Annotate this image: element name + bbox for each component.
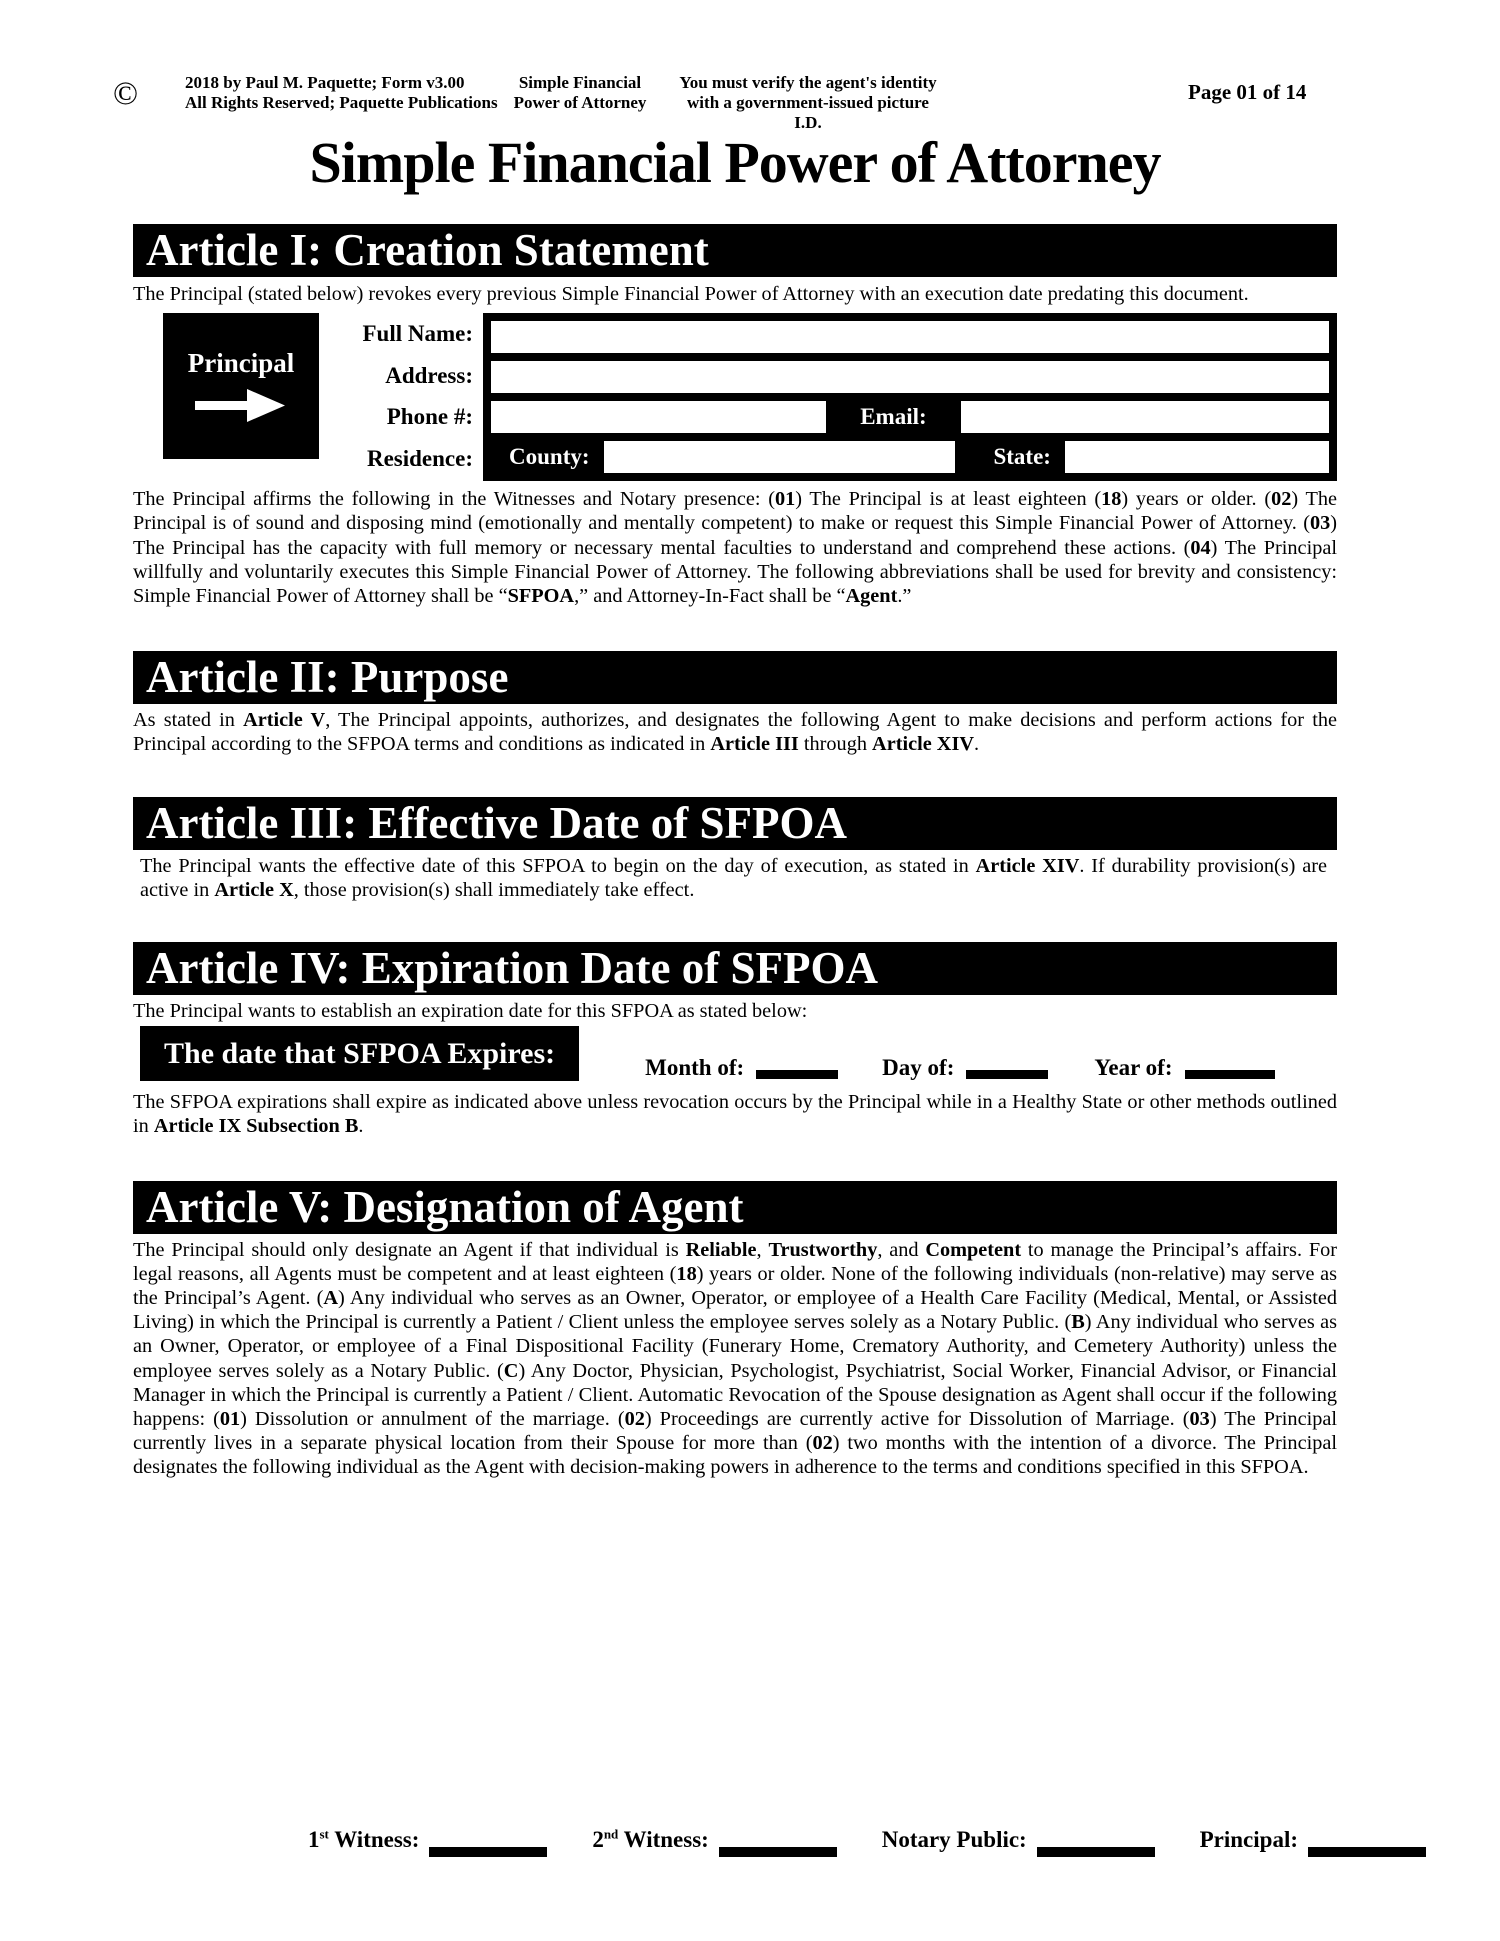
article-3-heading: Article III: Effective Date of SFPOA: [133, 797, 1337, 850]
header-publisher-line2: All Rights Reserved; Paquette Publications: [185, 93, 498, 112]
principal-label: Principal:: [1199, 1827, 1298, 1852]
first-witness-label: 1st Witness:: [308, 1826, 420, 1852]
phone-email-row: [491, 401, 1329, 433]
principal-box-label: Principal: [187, 348, 295, 379]
month-input-line[interactable]: [756, 1070, 838, 1079]
article-4-body: The SFPOA expirations shall expire as indicated above unless revocation occurs by the Principal while in a Healthy State or other methods outlined in Article IX Subsection B.: [133, 1091, 1337, 1138]
header-publisher-line1: 2018 by Paul M. Paquette; Form v3.00: [185, 73, 465, 92]
header-verify-note-line1: You must verify the agent's identity: [679, 73, 937, 92]
phone-input[interactable]: [491, 401, 826, 433]
principal-box: [163, 313, 319, 459]
second-witness-signature: [592, 1827, 837, 1853]
article-2-body: As stated in Article V, The Principal appoints, authorizes, and designates the following Agent to make decisions and perform actions for the Principal according to the SFPOA terms and conditions as indicated in Article III through Article XIV.: [133, 709, 1337, 756]
page-header: [113, 73, 1337, 132]
header-publisher: [185, 73, 498, 113]
document-content: [113, 0, 1337, 1852]
right-arrow-icon: [193, 387, 289, 423]
article-1-heading: Article I: Creation Statement: [133, 224, 1337, 277]
county-label: County:: [509, 444, 590, 470]
header-form-name-line2: Power of Attorney: [513, 93, 647, 112]
header-verify-note: [673, 73, 943, 133]
article-4-intro: The Principal wants to establish an expiration date for this SFPOA as stated below:: [133, 1000, 808, 1023]
full-name-row: [491, 321, 1329, 353]
full-name-label: Full Name:: [362, 321, 473, 347]
document-title: Simple Financial Power of Attorney: [309, 130, 1161, 195]
full-name-input[interactable]: [491, 321, 1329, 353]
expires-label: The date that SFPOA Expires:: [140, 1026, 579, 1081]
header-verify-note-line2: with a government-issued picture I.D.: [687, 93, 929, 132]
article-5-body: The Principal should only designate an Agent if that individual is Reliable, Trustworthy, and Competent to manage the Principal’s affairs. For legal reasons, all Agents must be competent and at least eighteen (18) years or older. None of the following individuals (non-relative) may serve as the Principal’s Agent. (A) Any individual who serves as an Owner, Operator, or employee of a Health Care Facility (Medical, Mental, or Assisted Living) in which the Principal is currently a Patient / Client unless the employee serves solely as a Notary Public. (B) Any individual who serves as an Owner, Operator, or employee of a Final Dispositional Facility (Funerary Home, Crematory Authority, and Cemetery Authority) unless the employee serves solely as a Notary Public. (C) Any Doctor, Physician, Psychologist, Psychiatrist, Social Worker, Financial Advisor, or Financial Manager in which the Principal is currently a Patient / Client. Automatic Revocation of the Spouse designation as Agent shall occur if the following happens: (01) Dissolution or annulment of the marriage. (02) Proceedings are currently active for Dissolution of Marriage. (03) The Principal currently lives in a separate physical location from their Spouse for more than (02) two months with the intention of a divorce. The Principal designates the following individual as the Agent with decision-making powers in adherence to the terms and conditions specified in this SFPOA.: [133, 1238, 1337, 1479]
day-input-line[interactable]: [966, 1070, 1048, 1079]
email-label: Email:: [860, 404, 927, 430]
second-witness-label: 2nd Witness:: [592, 1826, 709, 1852]
first-witness-signature: [308, 1827, 547, 1853]
article-3-body: The Principal wants the effective date of this SFPOA to begin on the day of execution, as stated in Article XIV. If durability provision(s) are active in Article X, those provision(s) shall immediately take effect.: [140, 854, 1327, 901]
header-form-name-line1: Simple Financial: [518, 73, 642, 92]
state-input[interactable]: [1065, 441, 1329, 473]
expiration-date-row: [133, 1026, 1337, 1081]
principal-info-form: [133, 313, 1337, 481]
article-1-intro: The Principal (stated below) revokes every previous Simple Financial Power of Attorney with an execution date predating this document.: [133, 283, 1249, 305]
year-label: Year of:: [1094, 1055, 1173, 1081]
residence-label: Residence:: [366, 445, 473, 471]
phone-label: Phone #:: [386, 404, 473, 430]
principal-field-labels: [325, 313, 483, 479]
notary-label: Notary Public:: [881, 1827, 1027, 1852]
state-label: State:: [993, 444, 1051, 470]
article-1-affirmations: The Principal affirms the following in the Witnesses and Notary presence: (01) The Principal is at least eighteen (18) years or older. (02) The Principal is of sound and disposing mind (emotionally and mentally competent) to make or request this Simple Financial Power of Attorney. (03) The Principal has the capacity with full memory or necessary mental faculties to understand and comprehend these actions. (04) The Principal willfully and voluntarily executes this Simple Financial Power of Attorney. The following abbreviations shall be used for brevity and consistency: Simple Financial Power of Attorney shall be “SFPOA,” and Attorney-In-Fact shall be “Agent.”: [133, 488, 1337, 608]
address-input[interactable]: [491, 361, 1329, 393]
article-2-heading: Article II: Purpose: [133, 651, 1337, 704]
copyright-icon: ©: [113, 76, 139, 112]
signature-footer: [308, 1827, 1426, 1853]
article-5-heading: Article V: Designation of Agent: [133, 1181, 1337, 1234]
second-witness-signature-line[interactable]: [719, 1847, 837, 1857]
article-4-heading: Article IV: Expiration Date of SFPOA: [133, 942, 1337, 995]
county-state-row: [491, 441, 1329, 473]
ordinal-suffix: nd: [603, 1826, 619, 1842]
year-input-line[interactable]: [1185, 1070, 1275, 1079]
county-input[interactable]: [604, 441, 956, 473]
header-form-name: [485, 73, 675, 113]
principal-fields-box: [483, 313, 1337, 481]
ordinal-suffix: st: [319, 1826, 329, 1842]
address-label: Address:: [385, 362, 473, 388]
principal-signature: [1200, 1827, 1426, 1853]
notary-signature-line[interactable]: [1037, 1847, 1155, 1857]
first-witness-signature-line[interactable]: [429, 1847, 547, 1857]
email-input[interactable]: [961, 401, 1329, 433]
day-label: Day of:: [882, 1055, 955, 1081]
principal-signature-line[interactable]: [1308, 1847, 1426, 1857]
address-row: [491, 361, 1329, 393]
page-number: Page 01 of 14: [1188, 80, 1307, 104]
month-label: Month of:: [645, 1055, 745, 1081]
notary-signature: [882, 1827, 1155, 1853]
